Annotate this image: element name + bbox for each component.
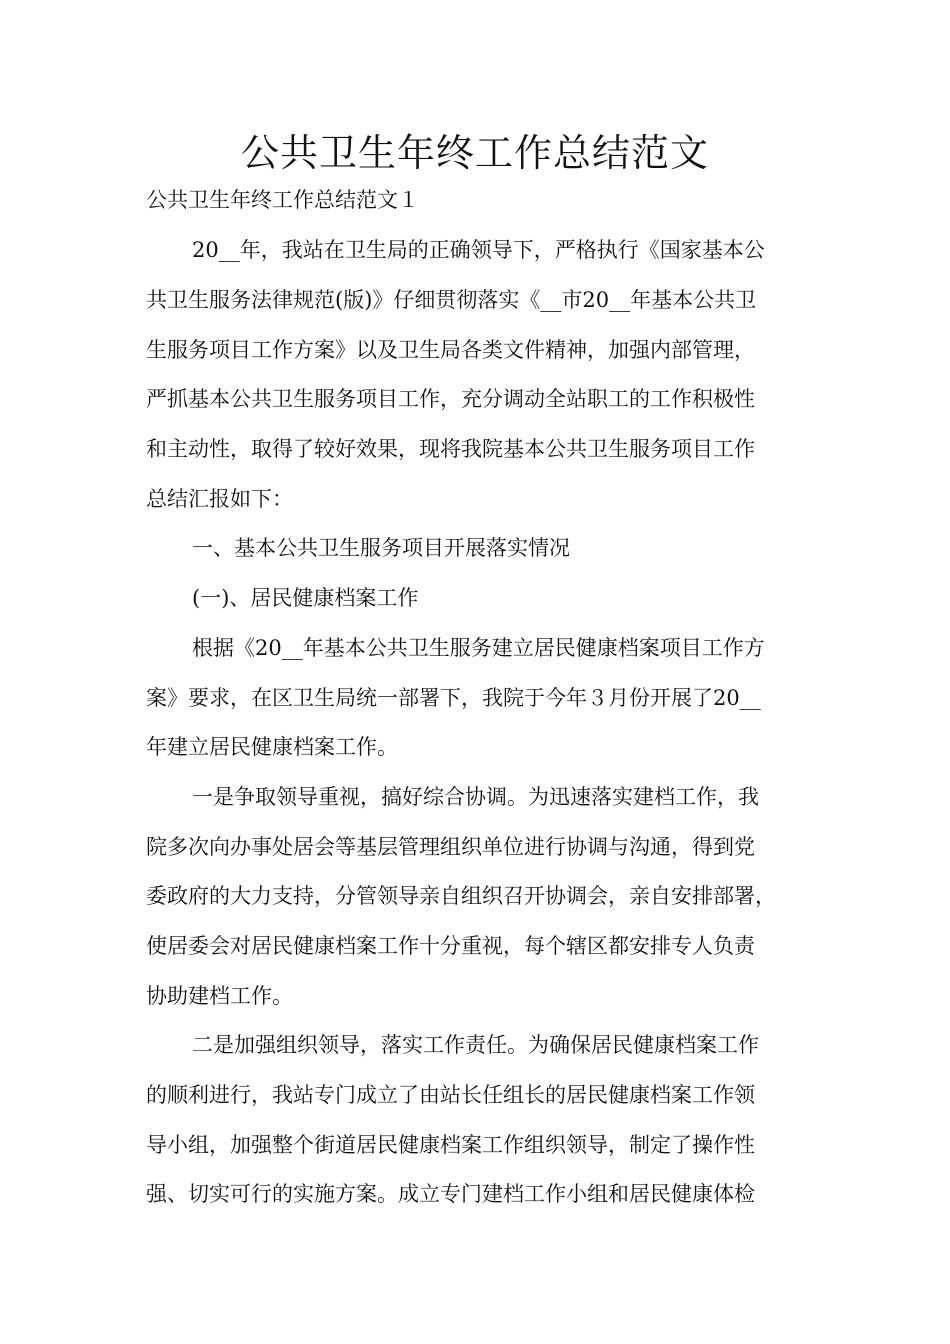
document-title: 公共卫生年终工作总结范文 (240, 131, 709, 175)
text-line: 委政府的大力支持，分管领导亲自组织召开协调会，亲自安排部署， (146, 884, 776, 908)
text-line: 使居委会对居民健康档案工作十分重视，每个辖区都安排专人负责 (146, 934, 755, 958)
subsection-heading: (一)、居民健康档案工作 (192, 586, 419, 610)
text-line: 根据《20__年基本公共卫生服务建立居民健康档案项目工作方 (192, 636, 765, 660)
text-line: 强、切实可行的实施方案。成立专门建档工作小组和居民健康体检 (146, 1182, 755, 1206)
text-line: 严抓基本公共卫生服务项目工作，充分调动全站职工的工作积极性 (146, 387, 755, 411)
section-heading: 一、基本公共卫生服务项目开展落实情况 (192, 536, 570, 560)
text-line: 总结汇报如下： (146, 487, 293, 511)
text-line: 的顺利进行，我站专门成立了由站长任组长的居民健康档案工作领 (146, 1083, 755, 1107)
text-line: 年建立居民健康档案工作。 (146, 735, 398, 759)
text-line: 和主动性，取得了较好效果，现将我院基本公共卫生服务项目工作 (146, 437, 755, 461)
text-line: 一是争取领导重视，搞好综合协调。为迅速落实建档工作，我 (192, 785, 759, 809)
text-line: 共卫生服务法律规范(版)》仔细贯彻落实《__市20__年基本公共卫 (146, 288, 757, 312)
text-line: 导小组，加强整个街道居民健康档案工作组织领导，制定了操作性 (146, 1133, 755, 1157)
text-line: 案》要求，在区卫生局统一部署下，我院于今年３月份开展了20__ (146, 686, 761, 710)
text-line: 二是加强组织领导，落实工作责任。为确保居民健康档案工作 (192, 1033, 759, 1057)
text-line: 协助建档工作。 (146, 984, 293, 1008)
text-line: 20__年，我站在卫生局的正确领导下，严格执行《国家基本公 (192, 238, 765, 262)
document-subtitle: 公共卫生年终工作总结范文１ (146, 188, 419, 212)
text-line: 院多次向办事处居会等基层管理组织单位进行协调与沟通，得到党 (146, 835, 755, 859)
text-line: 生服务项目工作方案》以及卫生局各类文件精神，加强内部管理， (146, 338, 755, 362)
